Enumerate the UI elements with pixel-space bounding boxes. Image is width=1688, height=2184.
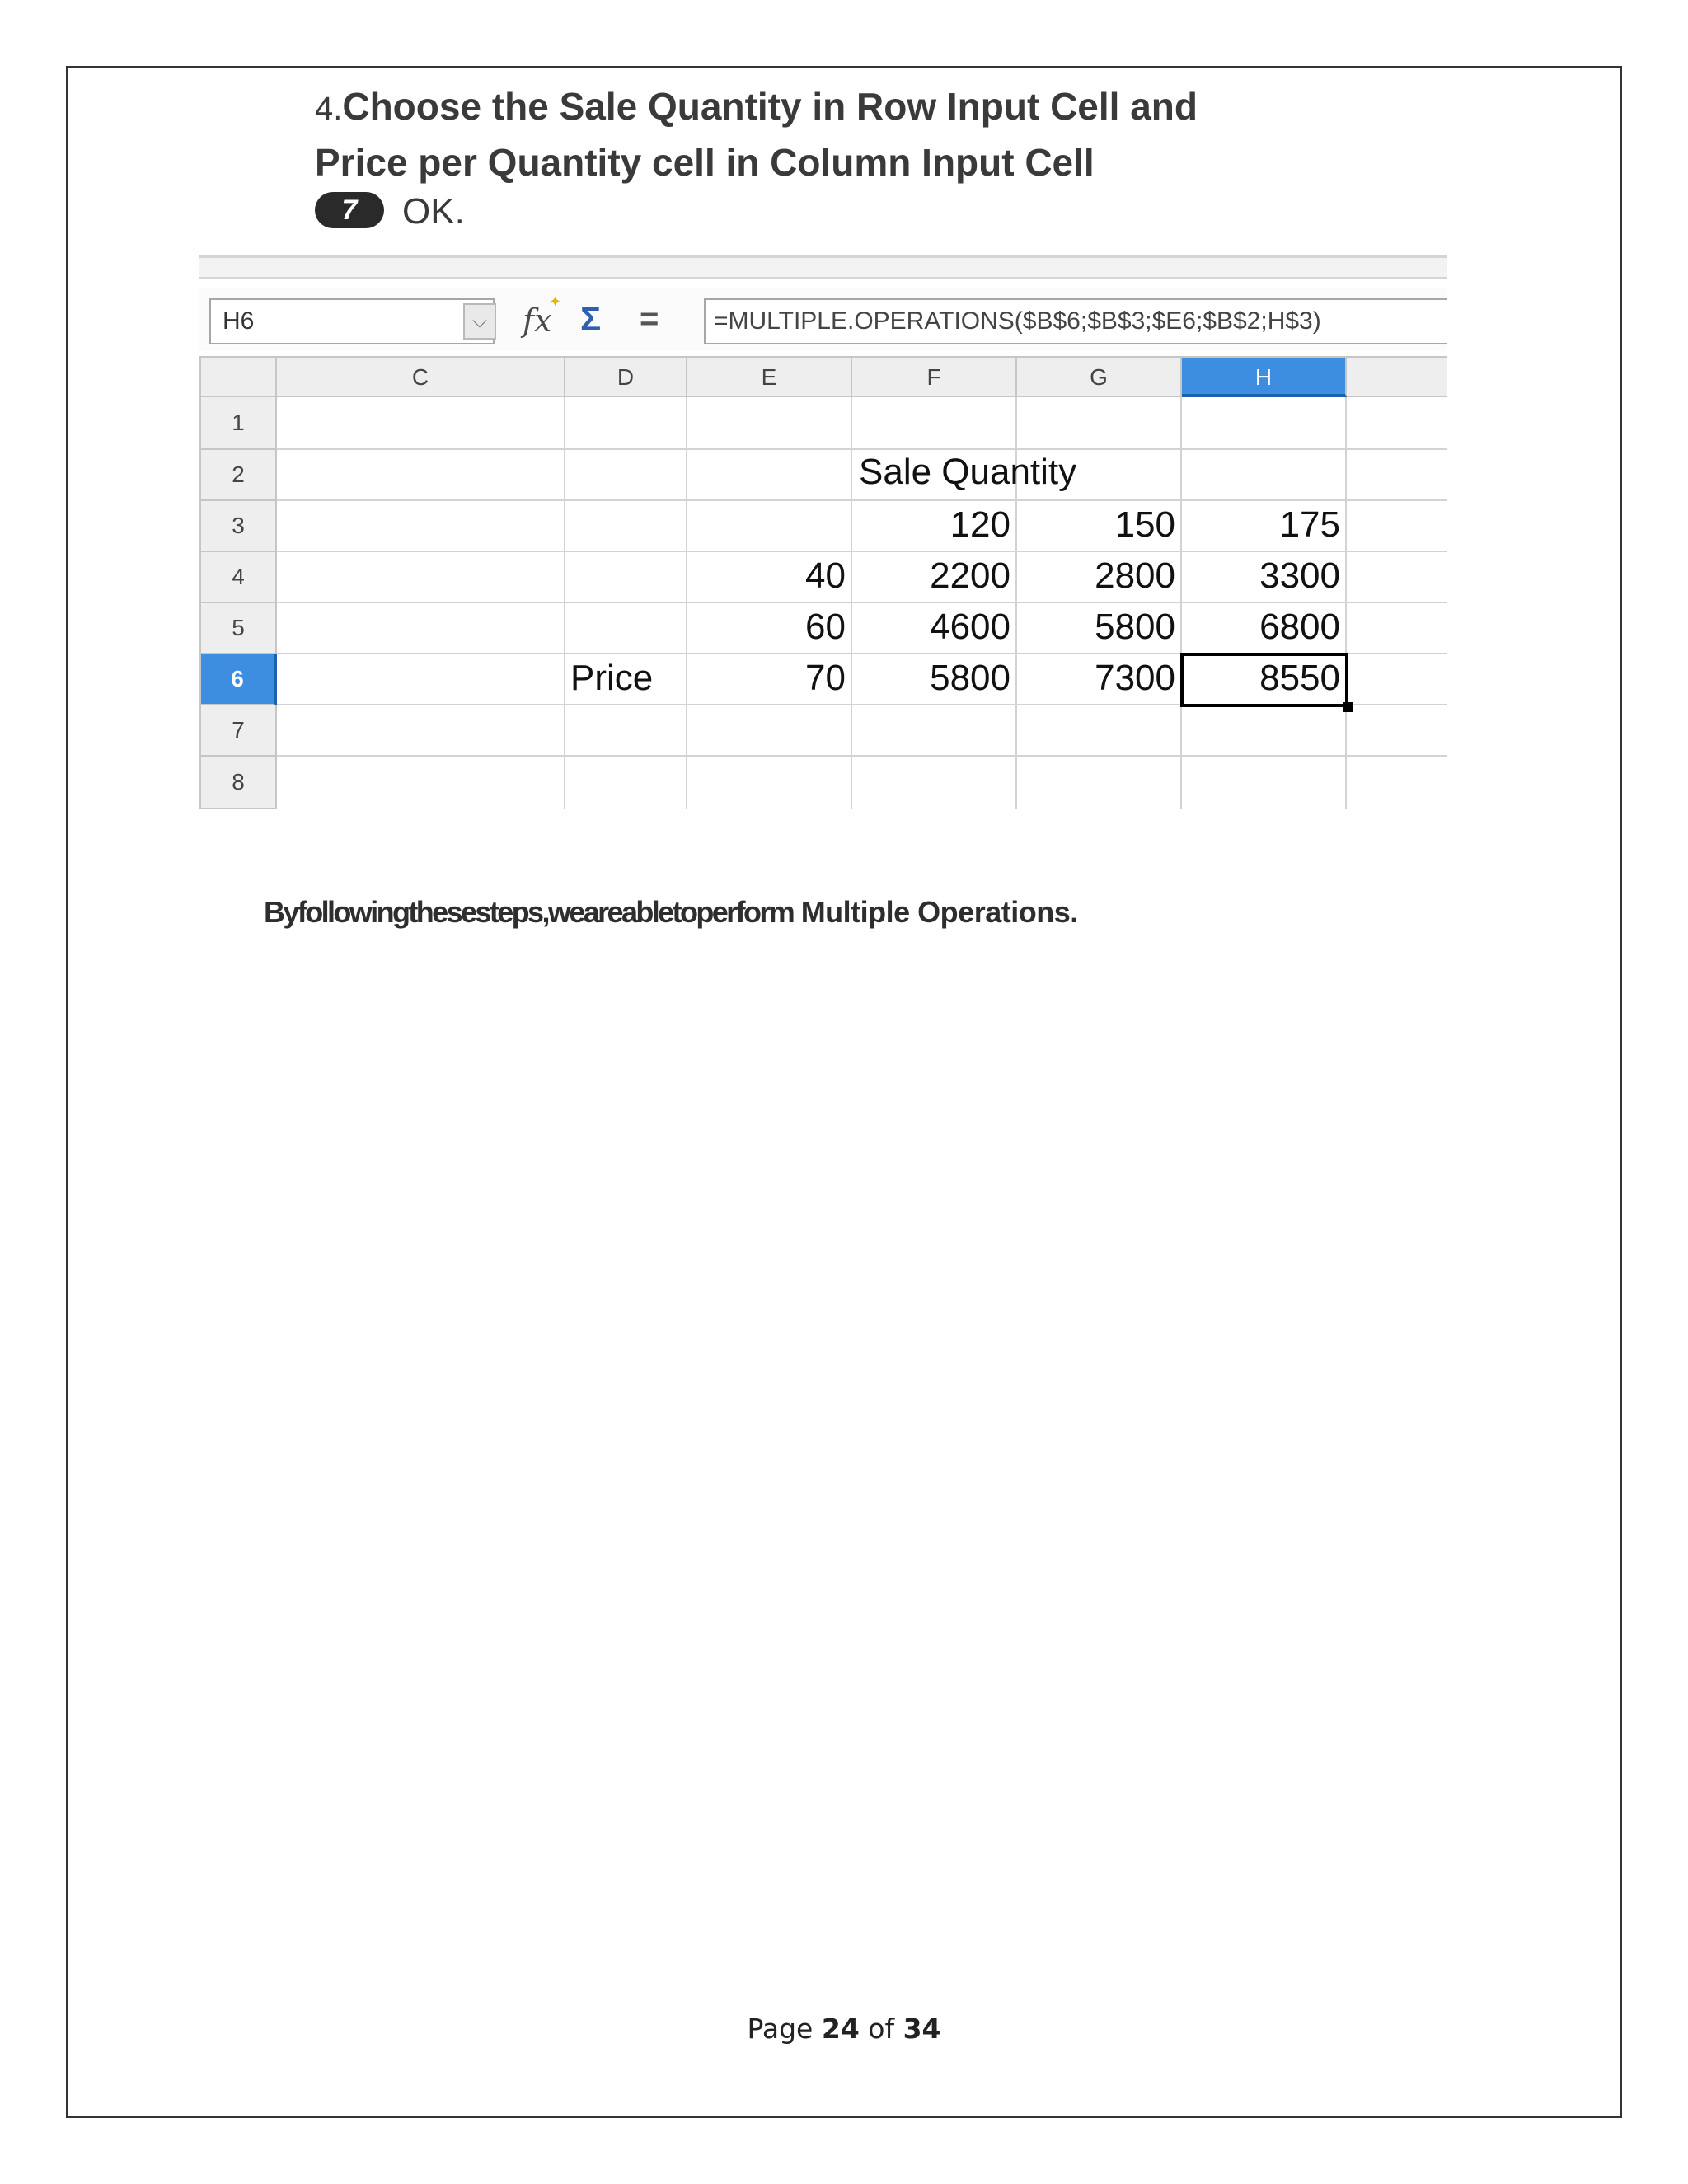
formula-bar: [199, 288, 1447, 351]
gridline: [1345, 397, 1347, 809]
cell-f5[interactable]: 4600: [930, 607, 1010, 647]
cell-h6[interactable]: 8550: [1259, 658, 1340, 698]
step-heading-line-3: [315, 185, 465, 239]
cell-e6[interactable]: 70: [805, 658, 846, 698]
column-header-f[interactable]: F: [852, 356, 1017, 397]
column-header-c[interactable]: C: [277, 356, 565, 397]
step-7-badge-icon: 7: [315, 192, 384, 228]
page-footer: [0, 2013, 1688, 2045]
cell-f2-sale-quantity[interactable]: Sale Quantity: [859, 452, 1077, 492]
cell-g4[interactable]: 2800: [1095, 555, 1175, 596]
function-wizard-icon[interactable]: fx: [523, 302, 552, 339]
cell-h5[interactable]: 6800: [1259, 607, 1340, 647]
row-header-1[interactable]: 1: [199, 397, 277, 450]
step-heading-line-2: [315, 135, 1095, 190]
row-header-4[interactable]: 4: [199, 552, 277, 603]
footer-current-page: 24: [821, 2013, 860, 2045]
cell-g6[interactable]: 7300: [1095, 658, 1175, 698]
row-header-8[interactable]: 8: [199, 757, 277, 809]
summary-text-part-2: Multiple Operations.: [793, 895, 1078, 929]
cell-f4[interactable]: 2200: [930, 555, 1010, 596]
row-header-6[interactable]: 6: [199, 654, 277, 705]
chevron-down-icon[interactable]: ⌵: [463, 303, 496, 340]
cell-g3[interactable]: 150: [1114, 504, 1175, 545]
row-header-3[interactable]: 3: [199, 501, 277, 552]
footer-prefix: Page: [747, 2013, 822, 2045]
footer-total-pages: 34: [903, 2013, 941, 2045]
step-heading-line-1: [315, 79, 1198, 136]
sum-icon[interactable]: Σ: [580, 299, 602, 338]
gridline: [277, 755, 1447, 757]
cell-d6-price[interactable]: Price: [570, 658, 654, 698]
toolbar-strip: [199, 255, 1447, 279]
cell-h4[interactable]: 3300: [1259, 555, 1340, 596]
spreadsheet-screenshot: [199, 255, 1447, 809]
cell-e5[interactable]: 60: [805, 607, 846, 647]
cell-g5[interactable]: 5800: [1095, 607, 1175, 647]
step-text-1: Choose the Sale Quantity in Row Input Cell and: [342, 85, 1198, 128]
fill-handle[interactable]: [1343, 702, 1353, 712]
step-text-2: Price per Quantity cell in Column Input Cell: [315, 141, 1095, 184]
step-ok-text: OK.: [402, 191, 465, 232]
footer-of: of: [859, 2013, 903, 2045]
cell-f3[interactable]: 120: [950, 504, 1010, 545]
cell-h3[interactable]: 175: [1279, 504, 1340, 545]
column-header-g[interactable]: G: [1017, 356, 1182, 397]
row-header-5[interactable]: 5: [199, 603, 277, 654]
column-header-e[interactable]: E: [687, 356, 852, 397]
row-header-2[interactable]: 2: [199, 450, 277, 501]
column-header-h[interactable]: H: [1182, 356, 1347, 397]
column-header-i[interactable]: [1347, 356, 1447, 397]
step-number: 4.: [315, 91, 343, 127]
cell-e4[interactable]: 40: [805, 555, 846, 596]
formula-equals-icon[interactable]: =: [640, 301, 659, 337]
formula-input[interactable]: =MULTIPLE.OPERATIONS($B$6;$B$3;$E6;$B$2;H$3): [704, 298, 1447, 344]
active-cell-cursor: [1180, 653, 1348, 707]
summary-text: [264, 895, 1078, 930]
select-all-corner[interactable]: [199, 356, 277, 397]
gridline: [564, 397, 565, 809]
cell-f6[interactable]: 5800: [930, 658, 1010, 698]
summary-text-part-1: Byfollowingthesesteps,weareabletoperform: [264, 895, 794, 929]
sparkle-icon: ✦: [549, 293, 562, 310]
name-box[interactable]: [209, 298, 495, 344]
row-header-7[interactable]: 7: [199, 705, 277, 757]
column-header-d[interactable]: D: [565, 356, 687, 397]
name-box-value: H6: [223, 307, 255, 335]
